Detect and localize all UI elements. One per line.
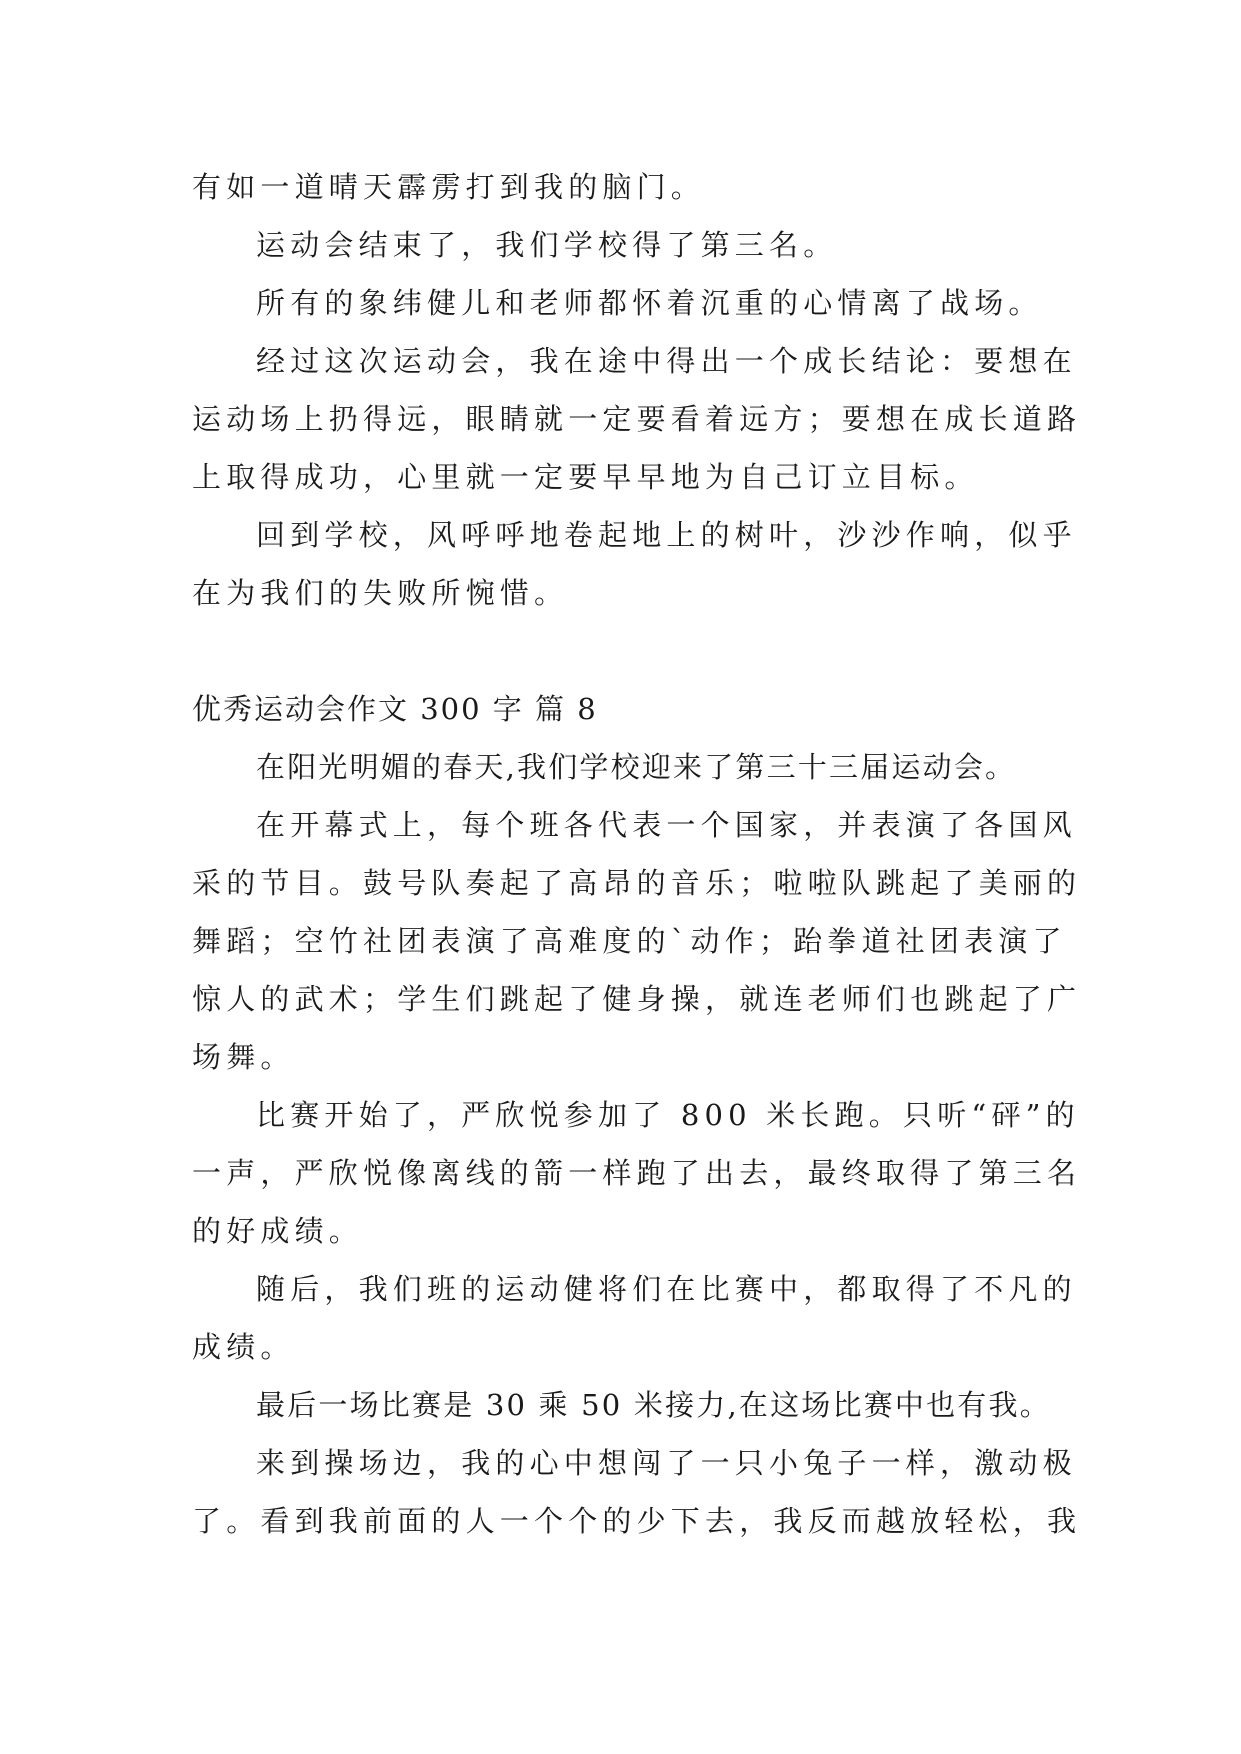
paragraph-line: 经过这次运动会，我在途中得出一个成长结论：要想在 — [256, 344, 1077, 378]
paragraph-line: 有如一道晴天霹雳打到我的脑门。 — [192, 170, 706, 204]
paragraph-line: 比赛开始了，严欣悦参加了 800 米长跑。只听“砰”的 — [256, 1098, 1080, 1132]
section-gap — [192, 622, 1054, 680]
paragraph-line: 了。看到我前面的人一个个的少下去，我反而越放轻松，我 — [192, 1504, 1082, 1538]
paragraph-line: 随后，我们班的运动健将们在比赛中，都取得了不凡的 — [256, 1272, 1077, 1306]
paragraph-line: 上取得成功，心里就一定要早早地为自己订立目标。 — [192, 460, 979, 494]
paragraph-line: 在阳光明媚的春天,我们学校迎来了第三十三届运动会。 — [256, 750, 1017, 784]
paragraph-line: 回到学校，风呼呼地卷起地上的树叶，沙沙作响，似乎 — [256, 518, 1077, 552]
paragraph-line: 在为我们的失败所惋惜。 — [192, 576, 569, 610]
paragraph-line: 来到操场边，我的心中想闯了一只小兔子一样，激动极 — [256, 1446, 1077, 1480]
section-title: 优秀运动会作文 300 字 篇 8 — [192, 692, 598, 726]
paragraph-line: 运动会结束了，我们学校得了第三名。 — [256, 228, 838, 262]
paragraph-line: 一声，严欣悦像离线的箭一样跑了出去，最终取得了第三名 — [192, 1156, 1082, 1190]
paragraph-line: 成绩。 — [192, 1330, 295, 1364]
paragraph-line: 所有的象纬健儿和老师都怀着沉重的心情离了战场。 — [256, 286, 1043, 320]
paragraph-line: 惊人的武术；学生们跳起了健身操，就连老师们也跳起了广 — [192, 982, 1082, 1016]
paragraph-line: 最后一场比赛是 30 乘 50 米接力,在这场比赛中也有我。 — [256, 1388, 1051, 1422]
paragraph-line: 在开幕式上，每个班各代表一个国家，并表演了各国风 — [256, 808, 1077, 842]
paragraph-line: 舞蹈；空竹社团表演了高难度的`动作；跆拳道社团表演了 — [192, 924, 1067, 958]
paragraph-line: 场舞。 — [192, 1040, 295, 1074]
paragraph-line: 采的节目。鼓号队奏起了高昂的音乐；啦啦队跳起了美丽的 — [192, 866, 1082, 900]
paragraph-line: 运动场上扔得远，眼睛就一定要看着远方；要想在成长道路 — [192, 402, 1082, 436]
document-body — [192, 158, 1082, 1550]
paragraph-line: 的好成绩。 — [192, 1214, 364, 1248]
